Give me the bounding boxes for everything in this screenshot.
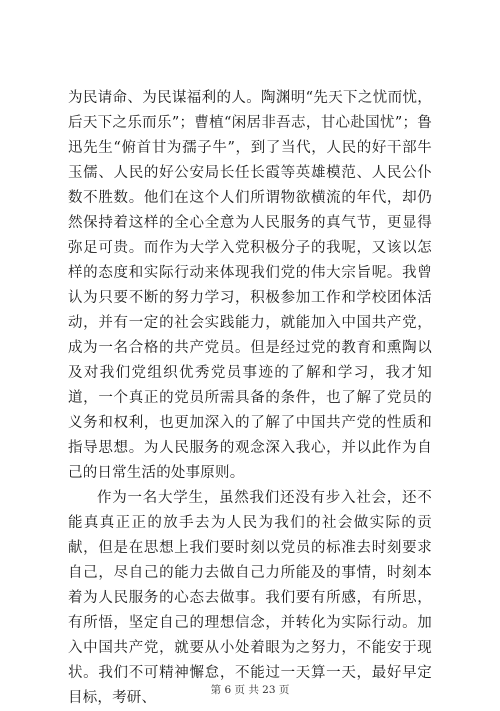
document-body bbox=[68, 86, 432, 711]
page-footer: 第 6 页 共 23 页 bbox=[210, 684, 290, 696]
paragraph-1: 为民请命、为民谋福利的人。陶渊明“先天下之忧而忧，后天下之乐而乐”；曹植“闲居非吾志，甘心赴国忧”；鲁迅先生“俯首甘为孺子牛”，到了当代，人民的好干部牛玉儒、人民的好公安局长任长霞等英雄模范、人民公仆数不胜数。他们在这个人们所谓物欲横流的年代，却仍然保持着这样的全心全意为人民服务的真气节，更显得弥足可贵。而作为大学入党积极分子的我呢，又该以怎样的态度和实际行动来体现我们党的伟大宗旨呢。我曾认为只要不断的努力学习，积极参加工作和学校团体活动，并有一定的社会实践能力，就能加入中国共产党，成为一名合格的共产党员。但是经过党的教育和熏陶以及对我们党组织优秀党员事迹的了解和学习，我才知道，一个真正的党员所需具备的条件，也了解了党员的义务和权利，也更加深入的了解了中国共产党的性质和指导思想。为人民服务的观念深入我心，并以此作为自己的日常生活的处事原则。 bbox=[68, 90, 432, 481]
paragraph-2: 作为一名大学生，虽然我们还没有步入社会，还不能真真正正的放手去为人民为我们的社会做实际的贡献，但是在思想上我们要时刻以党员的标准去时刻要求自己，尽自己的能力去做自己力所能及的事情，时刻本着为人民服务的心态去做事。我们要有所感，有所思，有所悟，坚定自己的理想信念，并转化为实际行动。加入中国共产党，就要从小处着眼为之努力，不能安于现状。我们不可精神懈怠，不能过一天算一天，最好早定目标，考研、 bbox=[68, 490, 432, 706]
